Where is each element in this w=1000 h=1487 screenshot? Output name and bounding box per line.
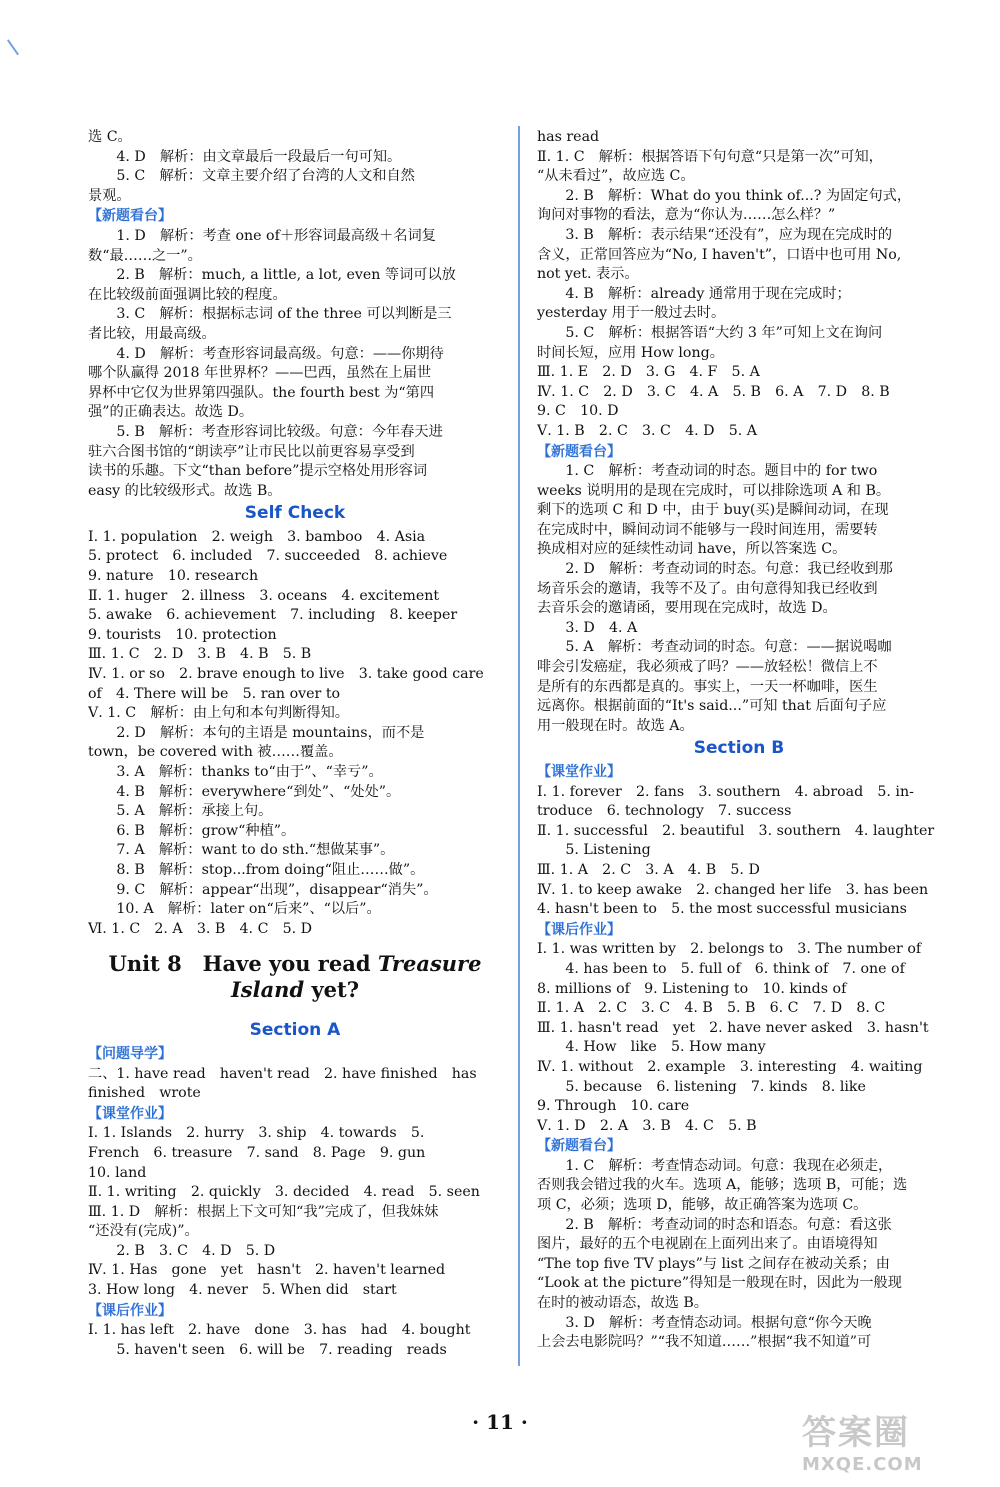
watermark-text: 答案圈 [802,1413,910,1453]
section-tag: 【课堂作业】 [537,764,621,780]
answer-line: “从未看过”，故应选 C。 [537,168,695,185]
answer-line: 景观。 [88,187,131,204]
answer-line: Ⅱ. 1. huger 2. illness 3. oceans 4. excitement [88,587,440,604]
answer-line: 9. C 10. D [537,403,619,420]
answer-line: 场音乐会的邀请，我等不及了。由句意得知我已经收到 [537,580,878,597]
answer-line: Ⅲ. 1. A 2. C 3. A 4. B 5. D [537,861,760,878]
answer-line: 5. B 解析：考查形容词比较级。句意：今年春天进 [116,423,443,440]
answer-line: 9. tourists 10. protection [88,626,277,643]
answer-line: Ⅱ. 1. C 解析：根据答语下句句意“只是第一次”可知， [537,148,883,165]
answer-line: 时间长短，应用 How long。 [537,344,724,361]
answer-line: Ⅰ. 1. has left 2. have done 3. has had 4. bought [88,1322,471,1339]
answer-line: 4. hasn't been to 5. the most successful musicians [537,901,907,918]
watermark-url: MXQE.COM [802,1454,923,1475]
answer-line: 项 C，必须；选项 D，能够，故正确答案为选项 C。 [537,1197,868,1214]
answer-line: 远离你。根据前面的“It's said...”可知 that 后面句子应 [537,698,887,715]
answer-line: 1. C 解析：考查动词的时态。题目中的 for two [565,463,878,480]
answer-line: Ⅵ. 1. C 2. A 3. B 4. C 5. D [88,920,313,937]
answer-line: 剩下的选项 C 和 D 中，由于 buy(买)是瞬间动词，在现 [537,502,889,519]
answer-line: 2. B 3. C 4. D 5. D [116,1242,276,1259]
answer-line: 8. B 解析：stop...from doing“阻止……做”。 [116,861,425,878]
answer-line: “The top five TV plays”与 list 之间存在被动关系；由 [537,1255,890,1272]
answer-line: 9. nature 10. research [88,568,259,585]
answer-line: Ⅲ. 1. hasn't read yet 2. have never asked 3. hasn't [537,1019,929,1036]
answer-line: 者比较，用最高级。 [88,325,216,342]
answer-line: 1. D 解析：考查 one of＋形容词最高级＋名词复 [116,227,436,244]
answer-line: 3. A 解析：thanks to“由于”、“幸亏”。 [116,764,383,780]
answer-line: 4. How like 5. How many [565,1039,766,1056]
answer-line: weeks 说明用的是现在完成时，可以排除选项 A 和 B。 [537,482,891,499]
answer-line: 9. C 解析：appear“出现”，disappear“消失”。 [116,881,438,898]
answer-line: 换成相对应的延续性动词 have，所以答案选 C。 [537,541,847,558]
answer-line: Ⅰ. 1. population 2. weigh 3. bamboo 4. Asia [88,528,426,545]
answer-line: 3. D 4. A [565,619,638,636]
section-tag: 【新题看台】 [537,1138,621,1155]
right-column [537,128,941,1353]
answer-line: 9. Through 10. care [537,1098,690,1115]
answer-line: 在时的被动语态，故选 B。 [537,1295,708,1312]
answer-line: Ⅳ. 1. C 2. D 3. C 4. A 5. B 6. A 7. D 8. B [537,383,890,400]
answer-line: 驻六合图书馆的“朗读亭”让市民比以前更容易享受到 [88,443,415,460]
answer-line: easy 的比较级形式。故选 B。 [88,482,282,499]
answer-line: Ⅲ. 1. C 2. D 3. B 4. B 5. B [88,646,312,663]
answer-line: Ⅳ. 1. to keep awake 2. changed her life 3. has been [537,881,929,898]
answer-line: has read [537,129,600,145]
section-heading: Section A [249,1020,341,1041]
answer-line: Ⅰ. 1. was written by 2. belongs to 3. The number of [537,941,922,958]
section-tag: 【问题导学】 [88,1045,172,1062]
answer-line: 5. A 解析：承接上句。 [116,803,273,820]
answer-line: 啡会引发癌症，我必须戒了吗？——放轻松！微信上不 [537,659,878,676]
answer-line: 选 C。 [88,129,132,145]
answer-line: of 4. There will be 5. ran over to [88,685,341,702]
answer-line: Ⅱ. 1. successful 2. beautiful 3. southern 4. laughter [537,822,935,839]
answer-line: 界杯中它仅为世界第四强队。the fourth best 为“第四 [88,384,435,401]
answer-line: 3. C 解析：根据标志词 of the three 可以判断是三 [116,306,452,323]
answer-line: 3. B 解析：表示结果“还没有”，应为现在完成时的 [565,226,893,243]
answer-line: 5. C 解析：文章主要介绍了台湾的人文和自然 [116,168,415,185]
unit-title-part: yet? [304,977,360,1003]
column-divider [518,126,520,1366]
answer-line: 哪个队赢得 2018 年世界杯？——巴西，虽然在上届世 [88,365,432,382]
answer-line: Ⅴ. 1. D 2. A 3. B 4. C 5. B [537,1117,757,1134]
answer-line: 10. land [88,1164,147,1181]
corner-mark [7,27,37,56]
answer-line: Ⅱ. 1. A 2. C 3. C 4. B 5. B 6. C 7. D 8. C [537,1000,886,1017]
answer-line: 4. B 解析：already 通常用于现在完成时； [565,285,851,302]
answer-line: 5. Listening [565,842,651,859]
answer-line: 2. D 解析：本句的主语是 mountains，而不是 [116,724,425,741]
answer-line: 4. B 解析：everywhere“到处”、“处处”。 [116,783,401,800]
answer-line: 去音乐会的邀请函，要用现在完成时，故选 D。 [537,600,837,617]
answer-line: 二、1. have read haven't read 2. have finished has [88,1065,477,1082]
answer-line: Ⅲ. 1. D 解析：根据上下文可知“我”完成了，但我妹妹 [88,1203,439,1220]
left-column [88,128,502,1360]
answer-line: “还没有(完成)”。 [88,1223,199,1240]
answer-line: “Look at the picture”得知是一般现在时，因此为一般现 [537,1275,902,1292]
answer-line: town，be covered with 被……覆盖。 [88,744,343,761]
answer-line: Ⅲ. 1. E 2. D 3. G 4. F 5. A [537,364,760,381]
answer-line: Ⅳ. 1. Has gone yet hasn't 2. haven't learned [88,1262,446,1279]
answer-line: 5. A 解析：考查动词的时态。句意：——据说喝咖 [565,639,892,656]
answer-line: troduce 6. technology 7. success [537,803,792,820]
answer-line: Ⅳ. 1. or so 2. brave enough to live 3. take good care [88,666,484,683]
answer-line: 10. A 解析：later on“后来”、“以后”。 [116,901,381,918]
answer-line: 3. D 解析：考查情态动词。根据句意“你今天晚 [565,1314,872,1331]
answer-line: 4. D 解析：考查形容词最高级。句意：——你期待 [116,345,444,362]
section-tag: 【课后作业】 [537,921,621,938]
answer-line: 含义，正常回答应为“No, I haven't”，口语中也可用 No, [537,246,902,263]
answer-line: 8. millions of 9. Listening to 10. kinds of [537,980,847,997]
answer-line: 强”的正确表达。故选 D。 [88,404,254,421]
section-tag: 【课后作业】 [88,1302,172,1319]
answer-line: 7. A 解析：want to do sth.“想做某事”。 [116,842,395,859]
answer-line: Ⅱ. 1. writing 2. quickly 3. decided 4. read 5. seen [88,1184,480,1201]
answer-line: 4. D 解析：由文章最后一段最后一句可知。 [116,148,402,165]
answer-line: 上会去电影院吗？”“我不知道……”根据“我不知道”可 [537,1334,872,1351]
answer-line: 3. How long 4. never 5. When did start [88,1282,397,1299]
unit-heading [88,951,502,1003]
answer-line: finished wrote [88,1085,201,1102]
answer-line: 5. protect 6. included 7. succeeded 8. achieve [88,548,448,565]
unit-title-italic: Island [230,977,305,1003]
answer-line: 询问对事物的看法，意为“你认为……怎么样？” [537,207,836,224]
unit-title-italic: Treasure [377,951,482,977]
answer-line: Ⅳ. 1. without 2. example 3. interesting 4. waiting [537,1058,923,1075]
section-tag: 【新题看台】 [88,208,172,225]
section-heading: Section B [693,738,785,759]
answer-line: 1. C 解析：考查情态动词。句意：我现在必须走， [565,1157,893,1174]
section-tag: 【课堂作业】 [88,1105,172,1122]
answer-line: 2. B 解析：考查动词的时态和语态。句意：看这张 [565,1216,892,1233]
answer-line: Ⅴ. 1. B 2. C 3. C 4. D 5. A [537,422,758,439]
answer-line: 读书的乐趣。下文“than before”提示空格处用形容词 [88,463,428,480]
answer-line: yesterday 用于一般过去时。 [537,305,726,322]
answer-line: 是所有的东西都是真的。事实上，一天一杯咖啡，医生 [537,678,878,695]
answer-line: not yet. 表示。 [537,266,639,283]
answer-line: 5. haven't seen 6. will be 7. reading reads [116,1341,447,1358]
answer-line: 5. awake 6. achievement 7. including 8. keeper [88,607,458,624]
answer-line: 4. has been to 5. full of 6. think of 7. one of [565,960,905,977]
answer-line: 用一般现在时。故选 A。 [537,717,694,734]
answer-line: Ⅴ. 1. C 解析：由上句和本句判断得知。 [88,705,349,722]
answer-line: 2. D 解析：考查动词的时态。句意：我已经收到那 [565,561,893,578]
page-number: · 11 · [472,1410,528,1434]
answer-line: 2. B 解析：much, a little, a lot, even 等词可以放 [116,267,456,284]
answer-line: 在比较级前面强调比较的程度。 [88,286,287,303]
answer-line: 2. B 解析：What do you think of...? 为固定句式， [565,187,912,204]
answer-line: 6. B 解析：grow“种植”。 [116,822,296,839]
unit-title-part: Unit 8 Have you read [108,951,378,977]
answer-line: 5. because 6. listening 7. kinds 8. like [565,1078,866,1095]
answer-line: 5. C 解析：根据答语“大约 3 年”可知上文在询问 [565,324,883,341]
answer-line: 否则我会错过我的火车。选项 A，能够；选项 B，可能；选 [537,1177,908,1194]
section-tag: 【新题看台】 [537,443,621,460]
answer-line: 在完成时中，瞬间动词不能够与一段时间连用，需要转 [537,521,878,538]
answer-line: French 6. treasure 7. sand 8. Page 9. gun [88,1144,426,1161]
watermark-logo [802,1405,982,1473]
answer-line: Ⅰ. 1. Islands 2. hurry 3. ship 4. towards 5. [88,1125,425,1142]
answer-line: Ⅰ. 1. forever 2. fans 3. southern 4. abroad 5. in- [537,783,914,800]
answer-line: 图片，最好的五个电视剧在上面列出来了。由语境得知 [537,1236,878,1253]
section-heading: Self Check [244,503,346,524]
answer-line: 数“最……之一”。 [88,247,202,264]
